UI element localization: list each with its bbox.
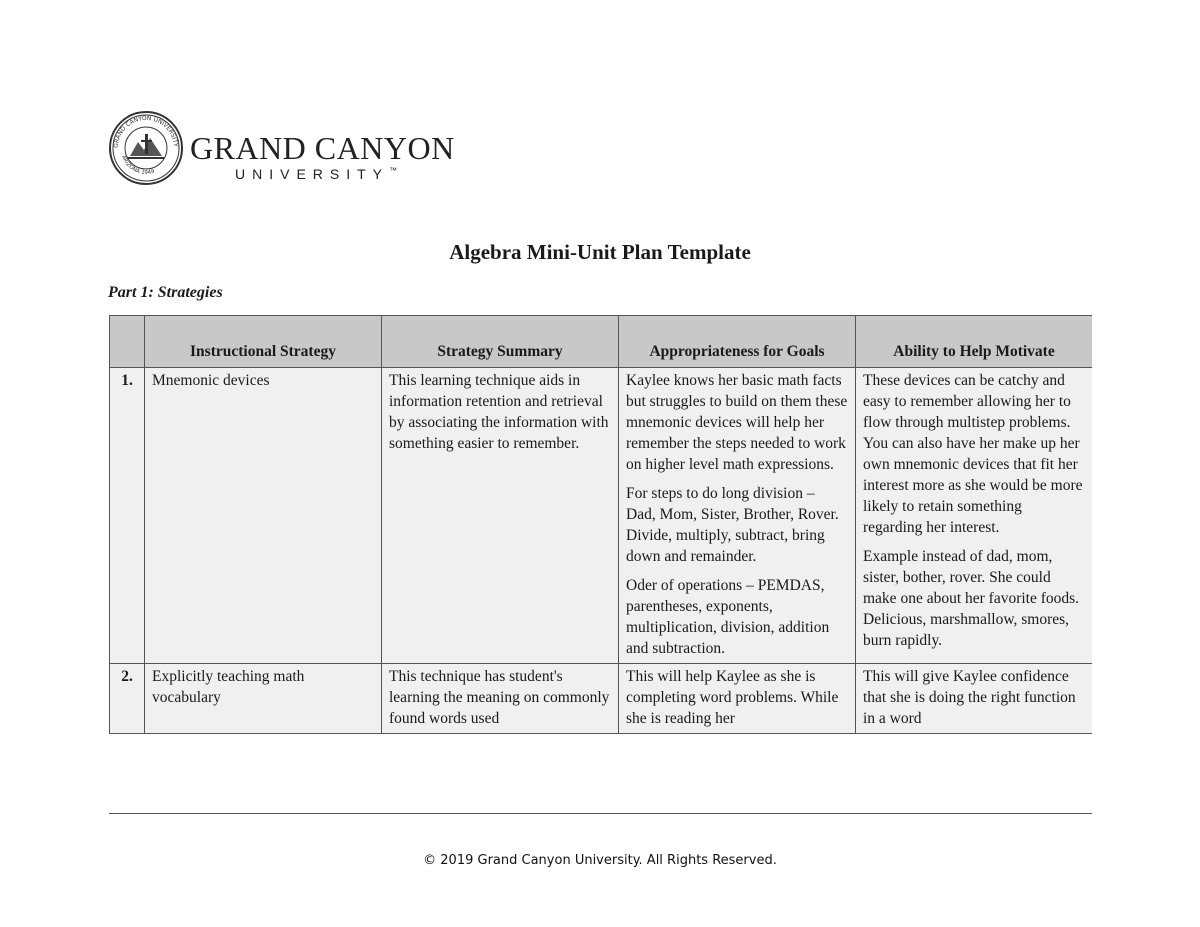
goals-cell bbox=[619, 664, 856, 734]
strategies-table bbox=[109, 315, 1092, 734]
motivate-cell bbox=[856, 664, 1093, 734]
header-number bbox=[110, 316, 145, 368]
table-row bbox=[110, 368, 1093, 664]
motivate-cell bbox=[856, 368, 1093, 664]
logo-subline bbox=[235, 166, 397, 182]
row-number: 1. bbox=[110, 368, 145, 664]
table-header-row bbox=[110, 316, 1093, 368]
university-logo bbox=[108, 110, 455, 188]
goals-paragraph: Kaylee knows her basic math facts but struggles to build on them these mnemonic devices will help her remember the steps needed to work on higher level math expressions. bbox=[626, 372, 848, 473]
goals-paragraph: Oder of operations – PEMDAS, parentheses, exponents, multiplication, division, addition and subtraction. bbox=[626, 577, 830, 657]
motivate-paragraph: This will give Kaylee confidence that she is doing the right function in a word bbox=[863, 668, 1076, 727]
strategy-cell: Explicitly teaching math vocabulary bbox=[145, 664, 382, 734]
header-motivate: Ability to Help Motivate bbox=[856, 316, 1093, 368]
table-row bbox=[110, 664, 1093, 734]
copyright-footer: © 2019 Grand Canyon University. All Rights Reserved. bbox=[423, 853, 777, 868]
goals-paragraph: This will help Kaylee as she is completing word problems. While she is reading her bbox=[626, 668, 839, 727]
row-number: 2. bbox=[110, 664, 145, 734]
part-title: Part 1: Strategies bbox=[108, 284, 223, 301]
strategy-cell: Mnemonic devices bbox=[145, 368, 382, 664]
header-strategy-summary: Strategy Summary bbox=[382, 316, 619, 368]
summary-cell: This technique has student's learning the meaning on commonly found words used bbox=[382, 664, 619, 734]
motivate-paragraph: These devices can be catchy and easy to remember allowing her to flow through multistep problems. You can also have her make up her own mnemonic devices that fit her interest more as she would be more likely to retain something regarding her interest. bbox=[863, 372, 1083, 536]
logo-wordmark bbox=[190, 130, 455, 167]
summary-cell: This learning technique aids in information retention and retrieval by associating the information with something easier to remember. bbox=[382, 368, 619, 664]
header-instructional-strategy: Instructional Strategy bbox=[145, 316, 382, 368]
goals-paragraph: For steps to do long division – Dad, Mom, Sister, Brother, Rover. Divide, multiply, subtract, bring down and remainder. bbox=[626, 485, 839, 565]
svg-text:ARIZONA 1949: ARIZONA 1949 bbox=[120, 154, 156, 177]
logo-trademark: ™ bbox=[389, 166, 398, 175]
logo-name-line2: UNIVERSITY bbox=[235, 166, 390, 182]
document-title: Algebra Mini-Unit Plan Template bbox=[449, 240, 751, 264]
motivate-paragraph: Example instead of dad, mom, sister, bother, rover. She could make one about her favorite foods. Delicious, marshmallow, smores, burn rapidly. bbox=[863, 548, 1080, 649]
svg-text:GRAND CANYON UNIVERSITY: GRAND CANYON UNIVERSITY bbox=[112, 114, 180, 149]
logo-name-line1: GRAND CANYON bbox=[190, 130, 455, 166]
strategies-table-container bbox=[109, 315, 1092, 814]
header-appropriateness: Appropriateness for Goals bbox=[619, 316, 856, 368]
goals-cell bbox=[619, 368, 856, 664]
